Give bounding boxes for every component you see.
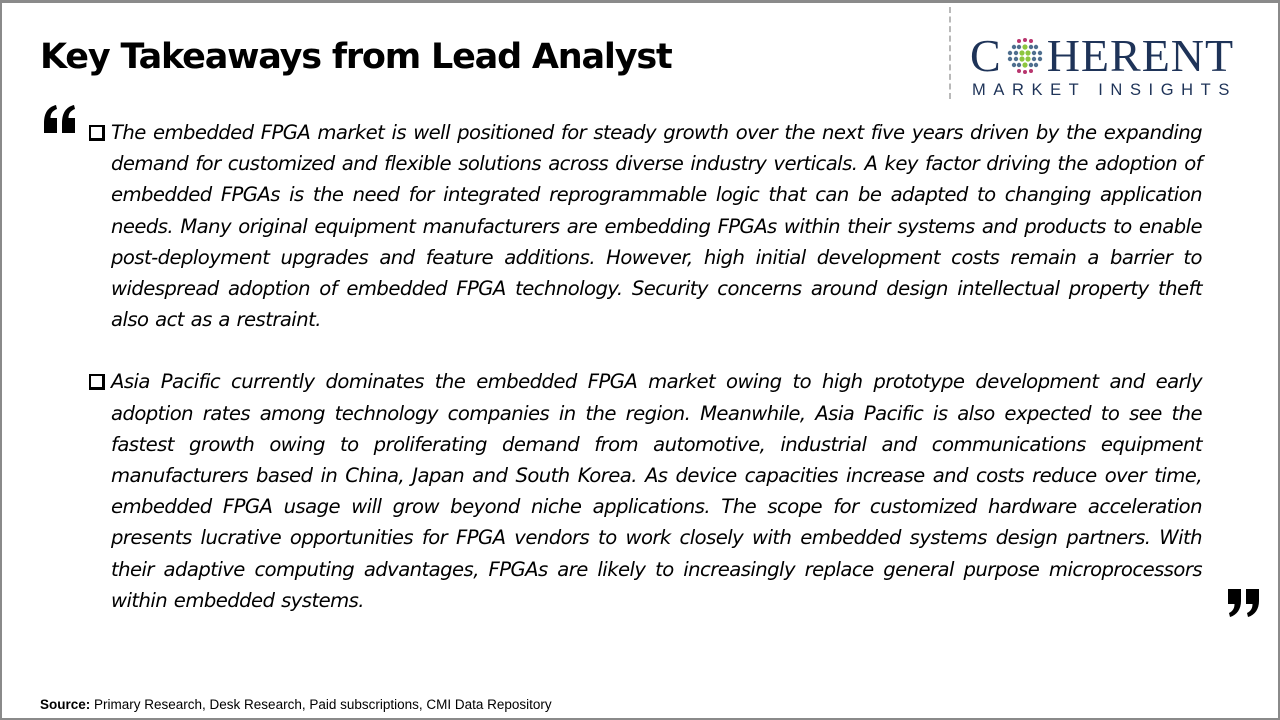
takeaway-item — [88, 117, 1202, 335]
takeaway-text: The embedded FPGA market is well positioned for steady growth over the next five years driven by the expanding demand for customized and flexible solutions across diverse industry verticals. A key factor driving the adoption of embedded FPGAs is the need for integrated reprogrammable logic that can be adapted to changing application needs. Many original equipment manufacturers are embedding FPGAs within their systems and products to enable post-deployment upgrades and feature additions. However, high initial development costs remain a barrier to widespread adoption of embedded FPGA technology. Security concerns around design intellectual property theft also act as a restraint. — [111, 121, 1202, 332]
close-quote-icon — [1227, 587, 1261, 619]
logo-tagline: MARKET INSIGHTS — [972, 81, 1237, 99]
slide-title: Key Takeaways from Lead Analyst — [40, 37, 672, 77]
logo-divider — [949, 7, 951, 99]
checkbox-icon — [89, 374, 105, 390]
source-note — [40, 697, 552, 712]
logo-letter-c: C — [970, 30, 1002, 81]
takeaways-list — [88, 117, 1202, 616]
globe-dots-icon — [1005, 36, 1045, 76]
source-label: Source: — [40, 697, 91, 712]
logo-wordmark — [970, 30, 1262, 81]
open-quote-icon — [42, 103, 78, 139]
takeaway-text: Asia Pacific currently dominates the embedded FPGA market owing to high prototype development and early adoption rates among technology companies in the region. Meanwhile, Asia Pacific is also expected to see the fastest growth owing to proliferating demand from automotive, industrial and communications equipment manufacturers based in China, Japan and South Korea. As device capacities increase and costs reduce over time, embedded FPGA usage will grow beyond niche applications. The scope for customized hardware acceleration presents lucrative opportunities for FPGA vendors to work closely with embedded systems design partners. With their adaptive computing advantages, FPGAs are likely to increasingly replace general purpose microprocessors within embedded systems. — [111, 370, 1202, 612]
logo-letters-rest: HERENT — [1046, 30, 1235, 81]
checkbox-icon — [89, 125, 105, 141]
takeaway-item — [88, 366, 1202, 616]
company-logo — [970, 30, 1262, 103]
source-text: Primary Research, Desk Research, Paid subscriptions, CMI Data Repository — [90, 697, 552, 712]
